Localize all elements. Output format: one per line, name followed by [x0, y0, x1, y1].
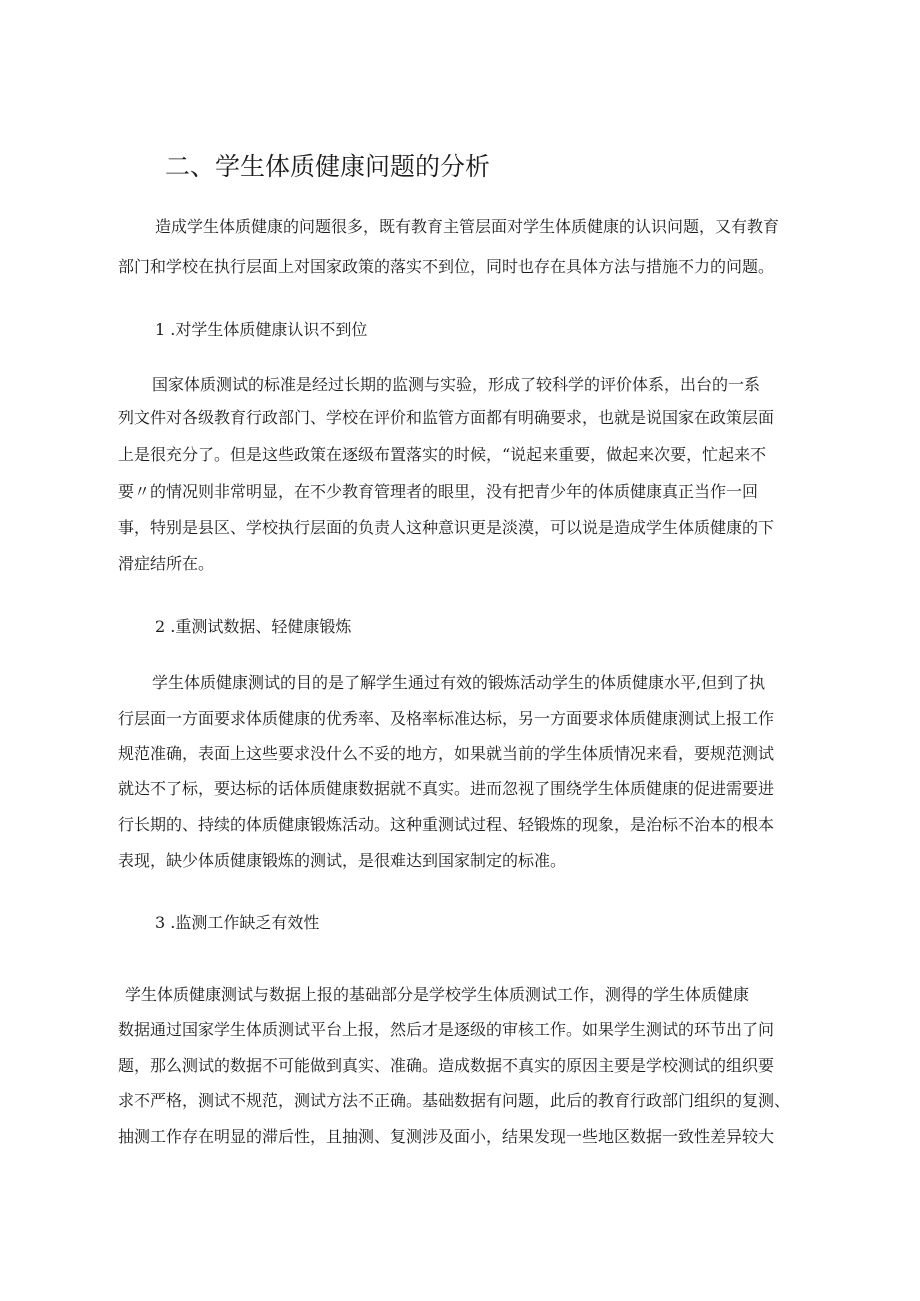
intro-line: 部门和学校在执行层面上对国家政策的落实不到位，同时也存在具体方法与措施不力的问题。	[118, 257, 775, 276]
subsection-title-3: 3 .监测工作缺乏有效性	[155, 913, 320, 932]
paragraph-line: 国家体质测试的标准是经过长期的监测与实验，形成了较科学的评价体系，出台的一系	[152, 375, 761, 394]
paragraph-line: 行层面一方面要求体质健康的优秀率、及格率标准达标，另一方面要求体质健康测试上报工作	[118, 709, 775, 728]
paragraph-line: 上是很充分了。但是这些政策在逐级布置落实的时候，“说起来重要，做起来次要，忙起来不	[118, 445, 767, 464]
paragraph-line: 表现，缺少体质健康锻炼的测试，是很难达到国家制定的标准。	[118, 851, 567, 870]
paragraph-line: 要〃的情况则非常明显，在不少教育管理者的眼里，没有把青少年的体质健康真正当作一回	[118, 482, 759, 501]
subsection-title-1: 1 .对学生体质健康认识不到位	[155, 320, 368, 339]
paragraph-line: 题，那么测试的数据不可能做到真实、准确。造成数据不真实的原因主要是学校测试的组织要	[118, 1056, 775, 1075]
paragraph-line: 行长期的、持续的体质健康锻炼活动。这种重测试过程、轻锻炼的现象，是治标不治本的根本	[118, 815, 775, 834]
section-heading: 二、学生体质健康问题的分析	[165, 152, 491, 181]
paragraph-line: 规范准确，表面上这些要求没什么不妥的地方，如果就当前的学生体质情况来看，要规范测试	[118, 744, 775, 763]
paragraph-line: 滑症结所在。	[118, 554, 215, 573]
paragraph-line: 列文件对各级教育行政部门、学校在评价和监管方面都有明确要求，也就是说国家在政策层面	[118, 408, 775, 427]
paragraph-line: 抽测工作存在明显的滞后性，且抽测、复测涉及面小，结果发现一些地区数据一致性差异较大	[118, 1127, 775, 1146]
paragraph-line: 就达不了标，要达标的话体质健康数据就不真实。进而忽视了围绕学生体质健康的促进需要进	[118, 779, 775, 798]
paragraph-line: 数据通过国家学生体质测试平台上报，然后才是逐级的审核工作。如果学生测试的环节出了问	[118, 1020, 775, 1039]
subsection-title-2: 2 .重测试数据、轻健康锻炼	[155, 617, 352, 636]
paragraph-line: 事，特别是县区、学校执行层面的负责人这种意识更是淡漠，可以说是造成学生体质健康的下	[118, 518, 775, 537]
paragraph-line: 学生体质健康测试的目的是了解学生通过有效的锻炼活动学生的体质健康水平,但到了执	[152, 673, 766, 692]
paragraph-line: 学生体质健康测试与数据上报的基础部分是学校学生体质测试工作，测得的学生体质健康	[125, 985, 750, 1004]
intro-line: 造成学生体质健康的问题很多，既有教育主管层面对学生体质健康的认识问题，又有教育	[155, 217, 780, 236]
paragraph-line: 求不严格，测试不规范，测试方法不正确。基础数据有问题，此后的教育行政部门组织的复测、	[118, 1091, 791, 1110]
